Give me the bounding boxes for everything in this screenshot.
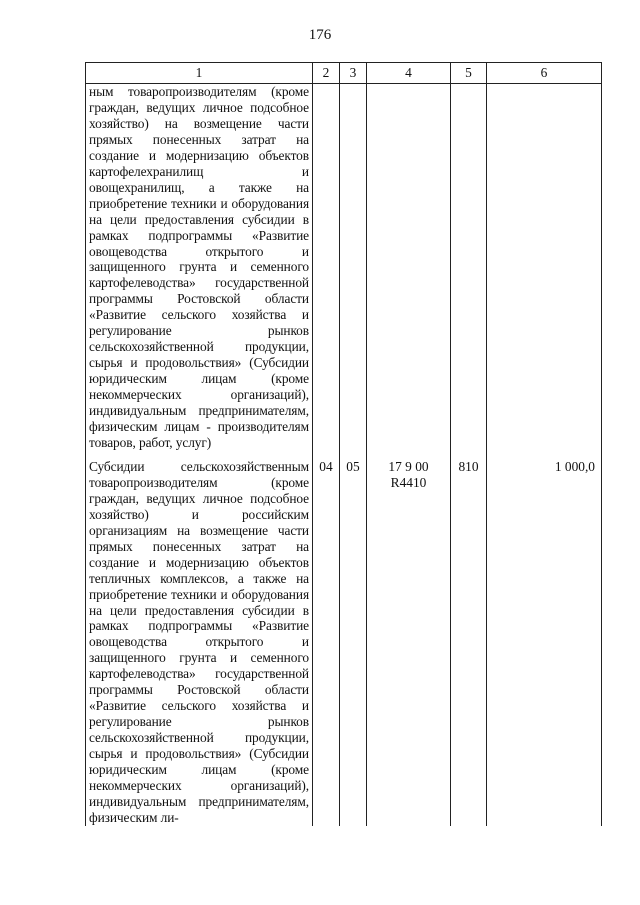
column-header-subsection: 3 <box>340 63 367 84</box>
column-header-target-article: 4 <box>367 63 451 84</box>
row-description: ным товаропроизводителям (кроме граждан, ведущих личное подсобное хозяйство) на возмещение части прямых понесенных затрат на создание и модернизацию объектов картофелехранилищ и овощехранилищ, а также на приобретение техники и оборудования на цели предоставления субсидии в рамках подпрограммы «Развитие овощеводства открытого и защищенного грунта и семенного картофелеводства» государственной программы Ростовской области «Развитие сельского хозяйства и регулирование рынков сельскохозяйственной продукции, сырья и продовольствия» (Субсидии юридическим лицам (кроме некоммерческих организаций), индивидуальным предпринимателям, физическим лицам - производителям товаров, работ, услуг) <box>86 84 313 459</box>
table-header-row <box>86 63 602 84</box>
page-number: 176 <box>308 27 332 43</box>
row-subsection <box>340 84 367 459</box>
row-amount <box>487 84 602 459</box>
row-expense-type: 810 <box>451 459 487 826</box>
row-target-article <box>367 84 451 459</box>
budget-table <box>85 62 602 826</box>
table-row <box>86 84 602 459</box>
row-section: 04 <box>313 459 340 826</box>
column-header-description: 1 <box>86 63 313 84</box>
row-amount: 1 000,0 <box>487 459 602 826</box>
table-row <box>86 459 602 826</box>
row-subsection: 05 <box>340 459 367 826</box>
row-target-article: 17 9 00 R4410 <box>367 459 451 826</box>
column-header-section: 2 <box>313 63 340 84</box>
row-section <box>313 84 340 459</box>
column-header-amount: 6 <box>487 63 602 84</box>
column-header-expense-type: 5 <box>451 63 487 84</box>
row-expense-type <box>451 84 487 459</box>
row-description: Субсидии сельскохозяйственным товаропроизводителям (кроме граждан, ведущих личное подсобное хозяйство) и российским организациям на возмещение части прямых понесенных затрат на создание и модернизацию объектов тепличных комплексов, а также на приобретение техники и оборудования на цели предоставления субсидии в рамках подпрограммы «Развитие овощеводства открытого и защищенного грунта и семенного картофелеводства» государственной программы Ростовской области «Развитие сельского хозяйства и регулирование рынков сельскохозяйственной продукции, сырья и продовольствия» (Субсидии юридическим лицам (кроме некоммерческих организаций), индивидуальным предпринимателям, физическим ли- <box>86 459 313 826</box>
